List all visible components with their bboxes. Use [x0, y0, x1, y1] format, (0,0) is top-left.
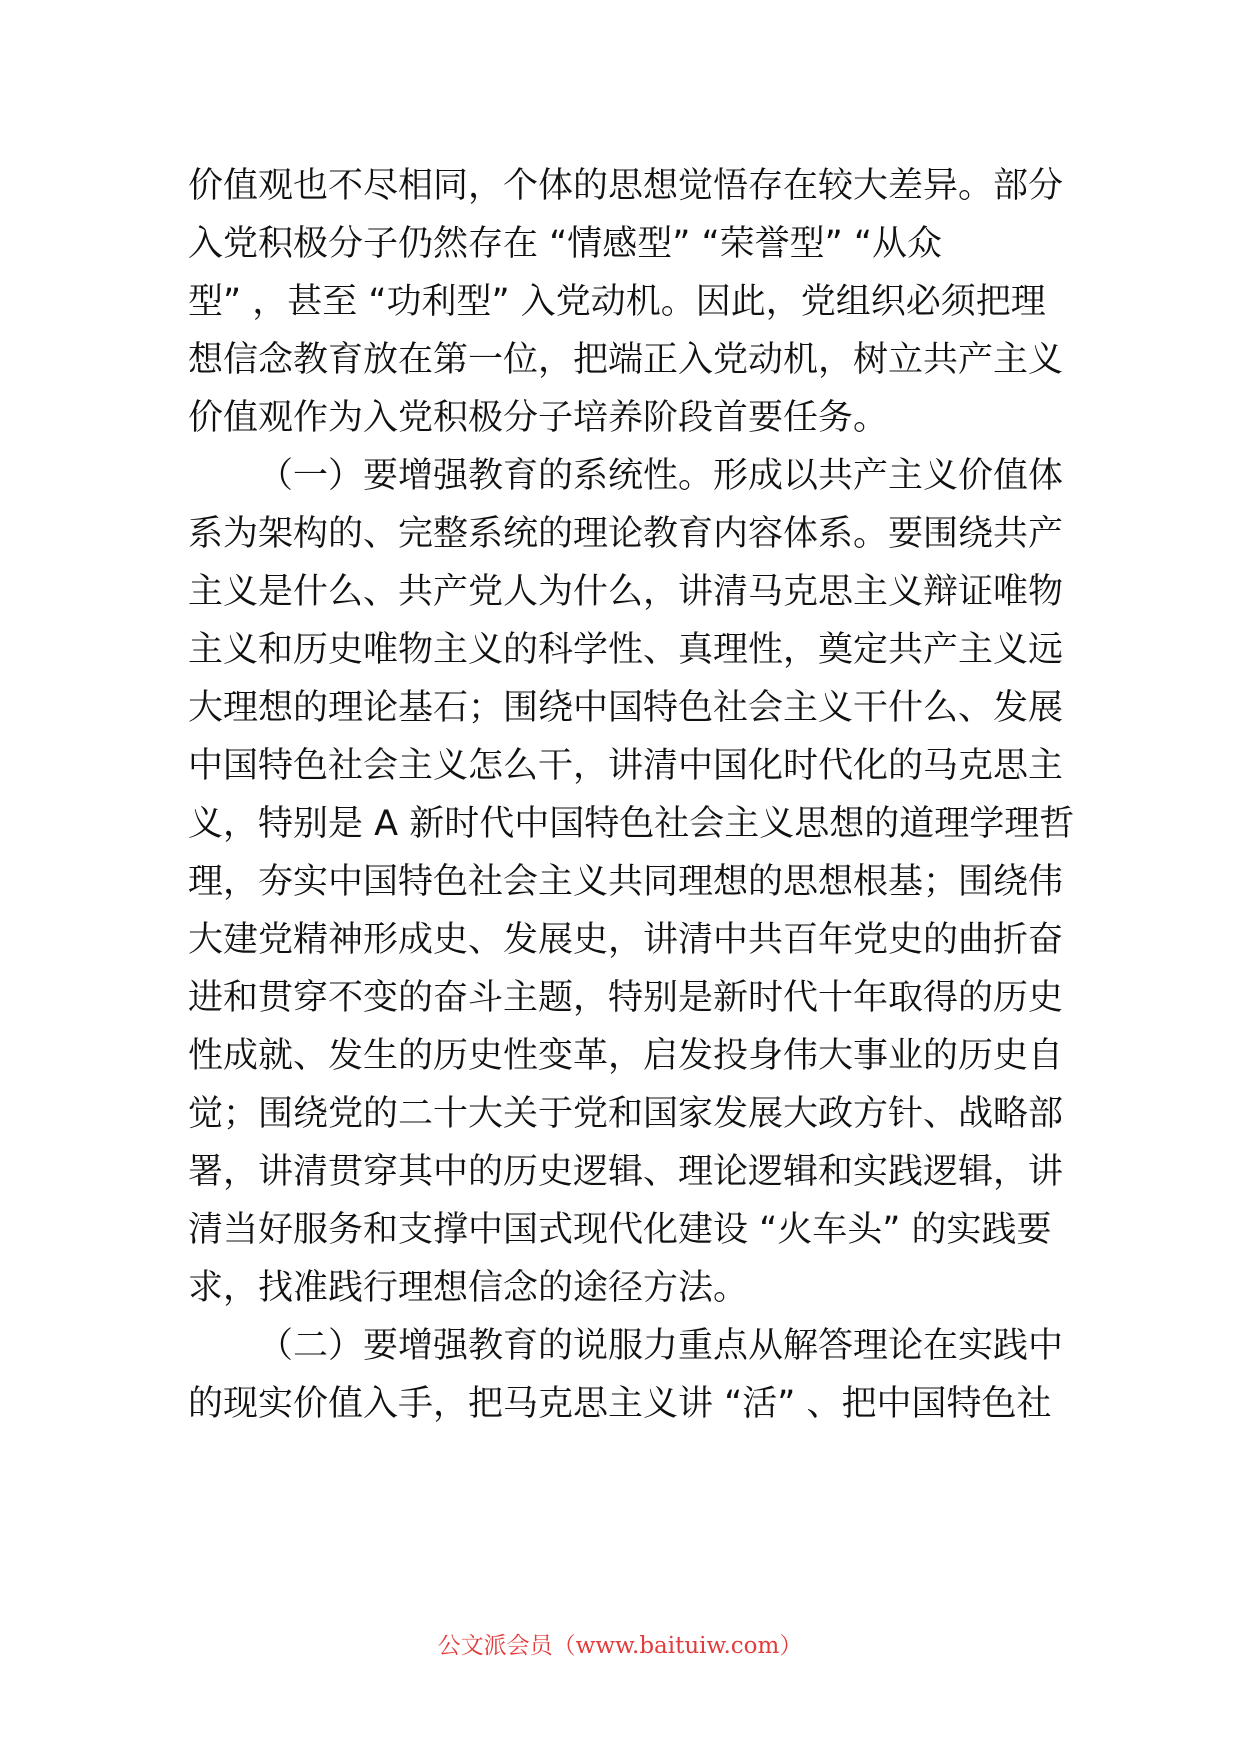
text-line: 中国特色社会主义怎么干，讲清中国化时代化的马克思主: [188, 746, 1064, 786]
text-line: 的现实价值入手，把马克思主义讲 “活” 、把中国特色社: [188, 1384, 1052, 1424]
text-line: 系为架构的、完整系统的理论教育内容体系。要围绕共产: [188, 514, 1064, 554]
text-line: 理，夯实中国特色社会主义共同理想的思想根基；围绕伟: [188, 862, 1064, 902]
text-line: 义，特别是 A 新时代中国特色社会主义思想的道理学理哲: [188, 804, 1075, 844]
text-line: 想信念教育放在第一位，把端正入党动机，树立共产主义: [188, 340, 1064, 380]
text-line: 署，讲清贯穿其中的历史逻辑、理论逻辑和实践逻辑，讲: [188, 1152, 1064, 1192]
text-line: 大建党精神形成史、发展史，讲清中共百年党史的曲折奋: [188, 920, 1064, 960]
text-line: 求，找准践行理想信念的途径方法。: [188, 1268, 749, 1308]
text-line: 进和贯穿不变的奋斗主题，特别是新时代十年取得的历史: [188, 978, 1064, 1018]
text-line: 清当好服务和支撑中国式现代化建设 “火车头” 的实践要: [188, 1210, 1052, 1250]
text-line: 型” ，甚至 “功利型” 入党动机。因此，党组织必须把理: [188, 282, 1046, 322]
text-line: 价值观也不尽相同，个体的思想觉悟存在较大差异。部分: [188, 166, 1064, 206]
text-line: 大理想的理论基石；围绕中国特色社会主义干什么、发展: [188, 688, 1064, 728]
text-line: 主义是什么、共产党人为什么，讲清马克思主义辩证唯物: [188, 572, 1064, 612]
text-line: 入党积极分子仍然存在 “情感型” “荣誉型” “从众: [188, 224, 943, 264]
text-line: 主义和历史唯物主义的科学性、真理性，奠定共产主义远: [188, 630, 1064, 670]
footer-watermark: 公文派会员（www.baituiw.com）: [437, 1633, 803, 1659]
section-heading-2: （二）要增强教育的说服力重点从解答理论在实践中: [258, 1326, 1064, 1366]
section-heading-1: （一）要增强教育的系统性。形成以共产主义价值体: [258, 456, 1064, 496]
text-line: 价值观作为入党积极分子培养阶段首要任务。: [188, 398, 889, 438]
text-line: 觉；围绕党的二十大关于党和国家发展大政方针、战略部: [188, 1094, 1064, 1134]
text-line: 性成就、发生的历史性变革，启发投身伟大事业的历史自: [188, 1036, 1064, 1076]
